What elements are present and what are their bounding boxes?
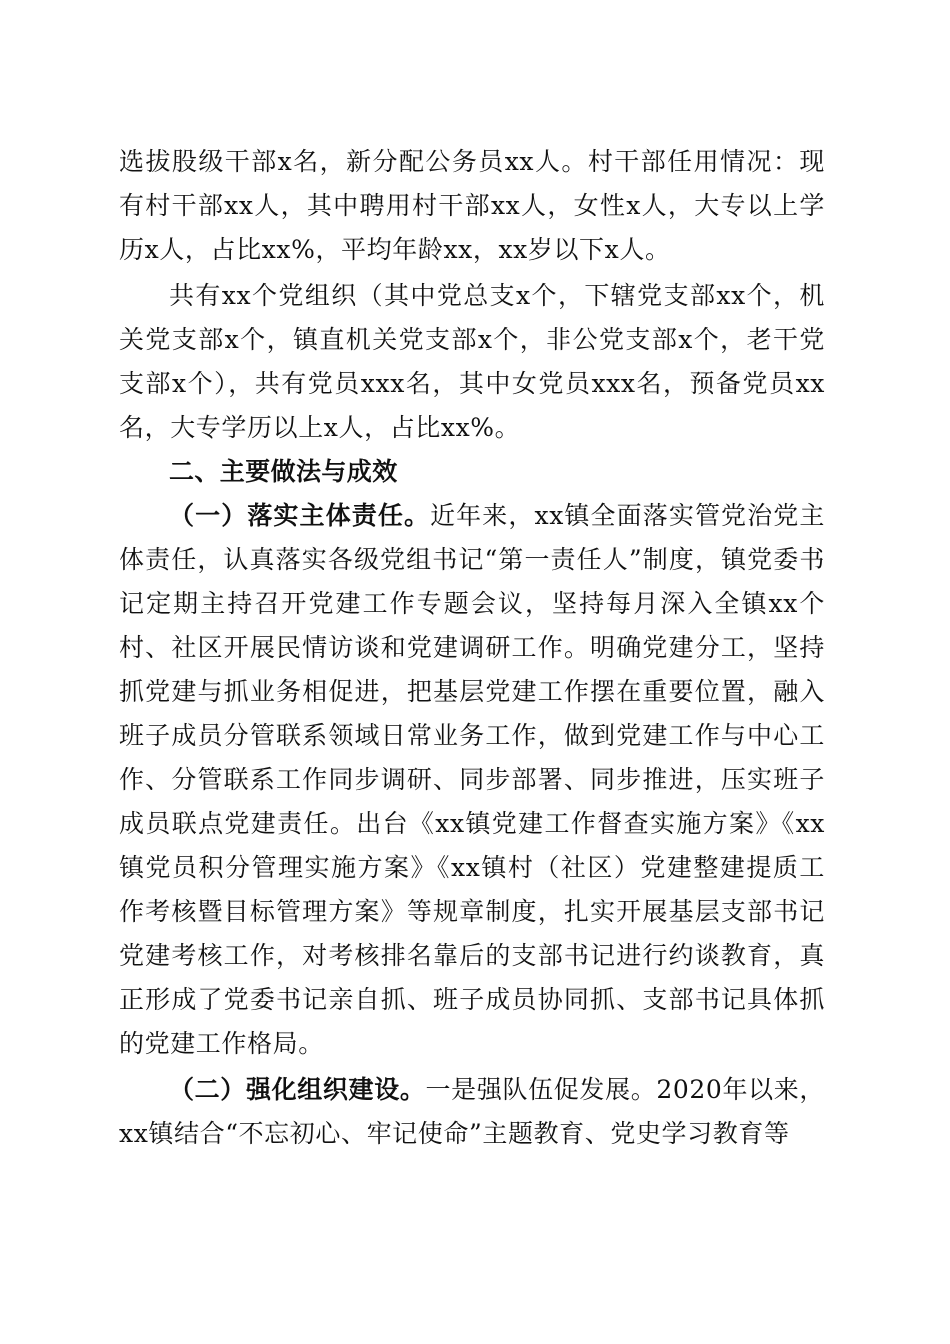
section-heading-main-practices: 二、主要做法与成效	[169, 457, 398, 486]
subheading-responsibility: （一）落实主体责任。	[169, 501, 431, 530]
paragraph-organization-building	[119, 1068, 825, 1156]
document-body	[119, 140, 825, 1156]
paragraph-cadre-stats: 选拔股级干部x名，新分配公务员xx人。村干部任用情况：现有村干部xx人，其中聘用村干部xx人，女性x人，大专以上学历x人，占比xx%，平均年龄xx，xx岁以下x人。	[119, 147, 825, 264]
paragraph-organization-building-body: 一是强队伍促发展。2020年以来，xx镇结合“不忘初心、牢记使命”主题教育、党史学习教育等	[119, 1075, 825, 1148]
paragraph-party-organizations: 共有xx个党组织（其中党总支x个，下辖党支部xx个，机关党支部x个，镇直机关党支部x个，非公党支部x个，老干党支部x个），共有党员xxx名，其中女党员xxx名，预备党员xx名，大专学历以上x人，占比xx%。	[119, 281, 825, 442]
paragraph-responsibility-body: 近年来，xx镇全面落实管党治党主体责任，认真落实各级党组书记“第一责任人”制度，镇党委书记定期主持召开党建工作专题会议，坚持每月深入全镇xx个村、社区开展民情访谈和党建调研工作。明确党建分工，坚持抓党建与抓业务相促进，把基层党建工作摆在重要位置，融入班子成员分管联系领域日常业务工作，做到党建工作与中心工作、分管联系工作同步调研、同步部署、同步推进，压实班子成员联点党建责任。出台《xx镇党建工作督查实施方案》《xx镇党员积分管理实施方案》《xx镇村（社区）党建整建提质工作考核暨目标管理方案》等规章制度，扎实开展基层支部书记党建考核工作，对考核排名靠后的支部书记进行约谈教育，真正形成了党委书记亲自抓、班子成员协同抓、支部书记具体抓的党建工作格局。	[119, 501, 825, 1058]
subheading-organization-building: （二）强化组织建设。	[169, 1075, 426, 1104]
paragraph-responsibility	[119, 494, 825, 1066]
